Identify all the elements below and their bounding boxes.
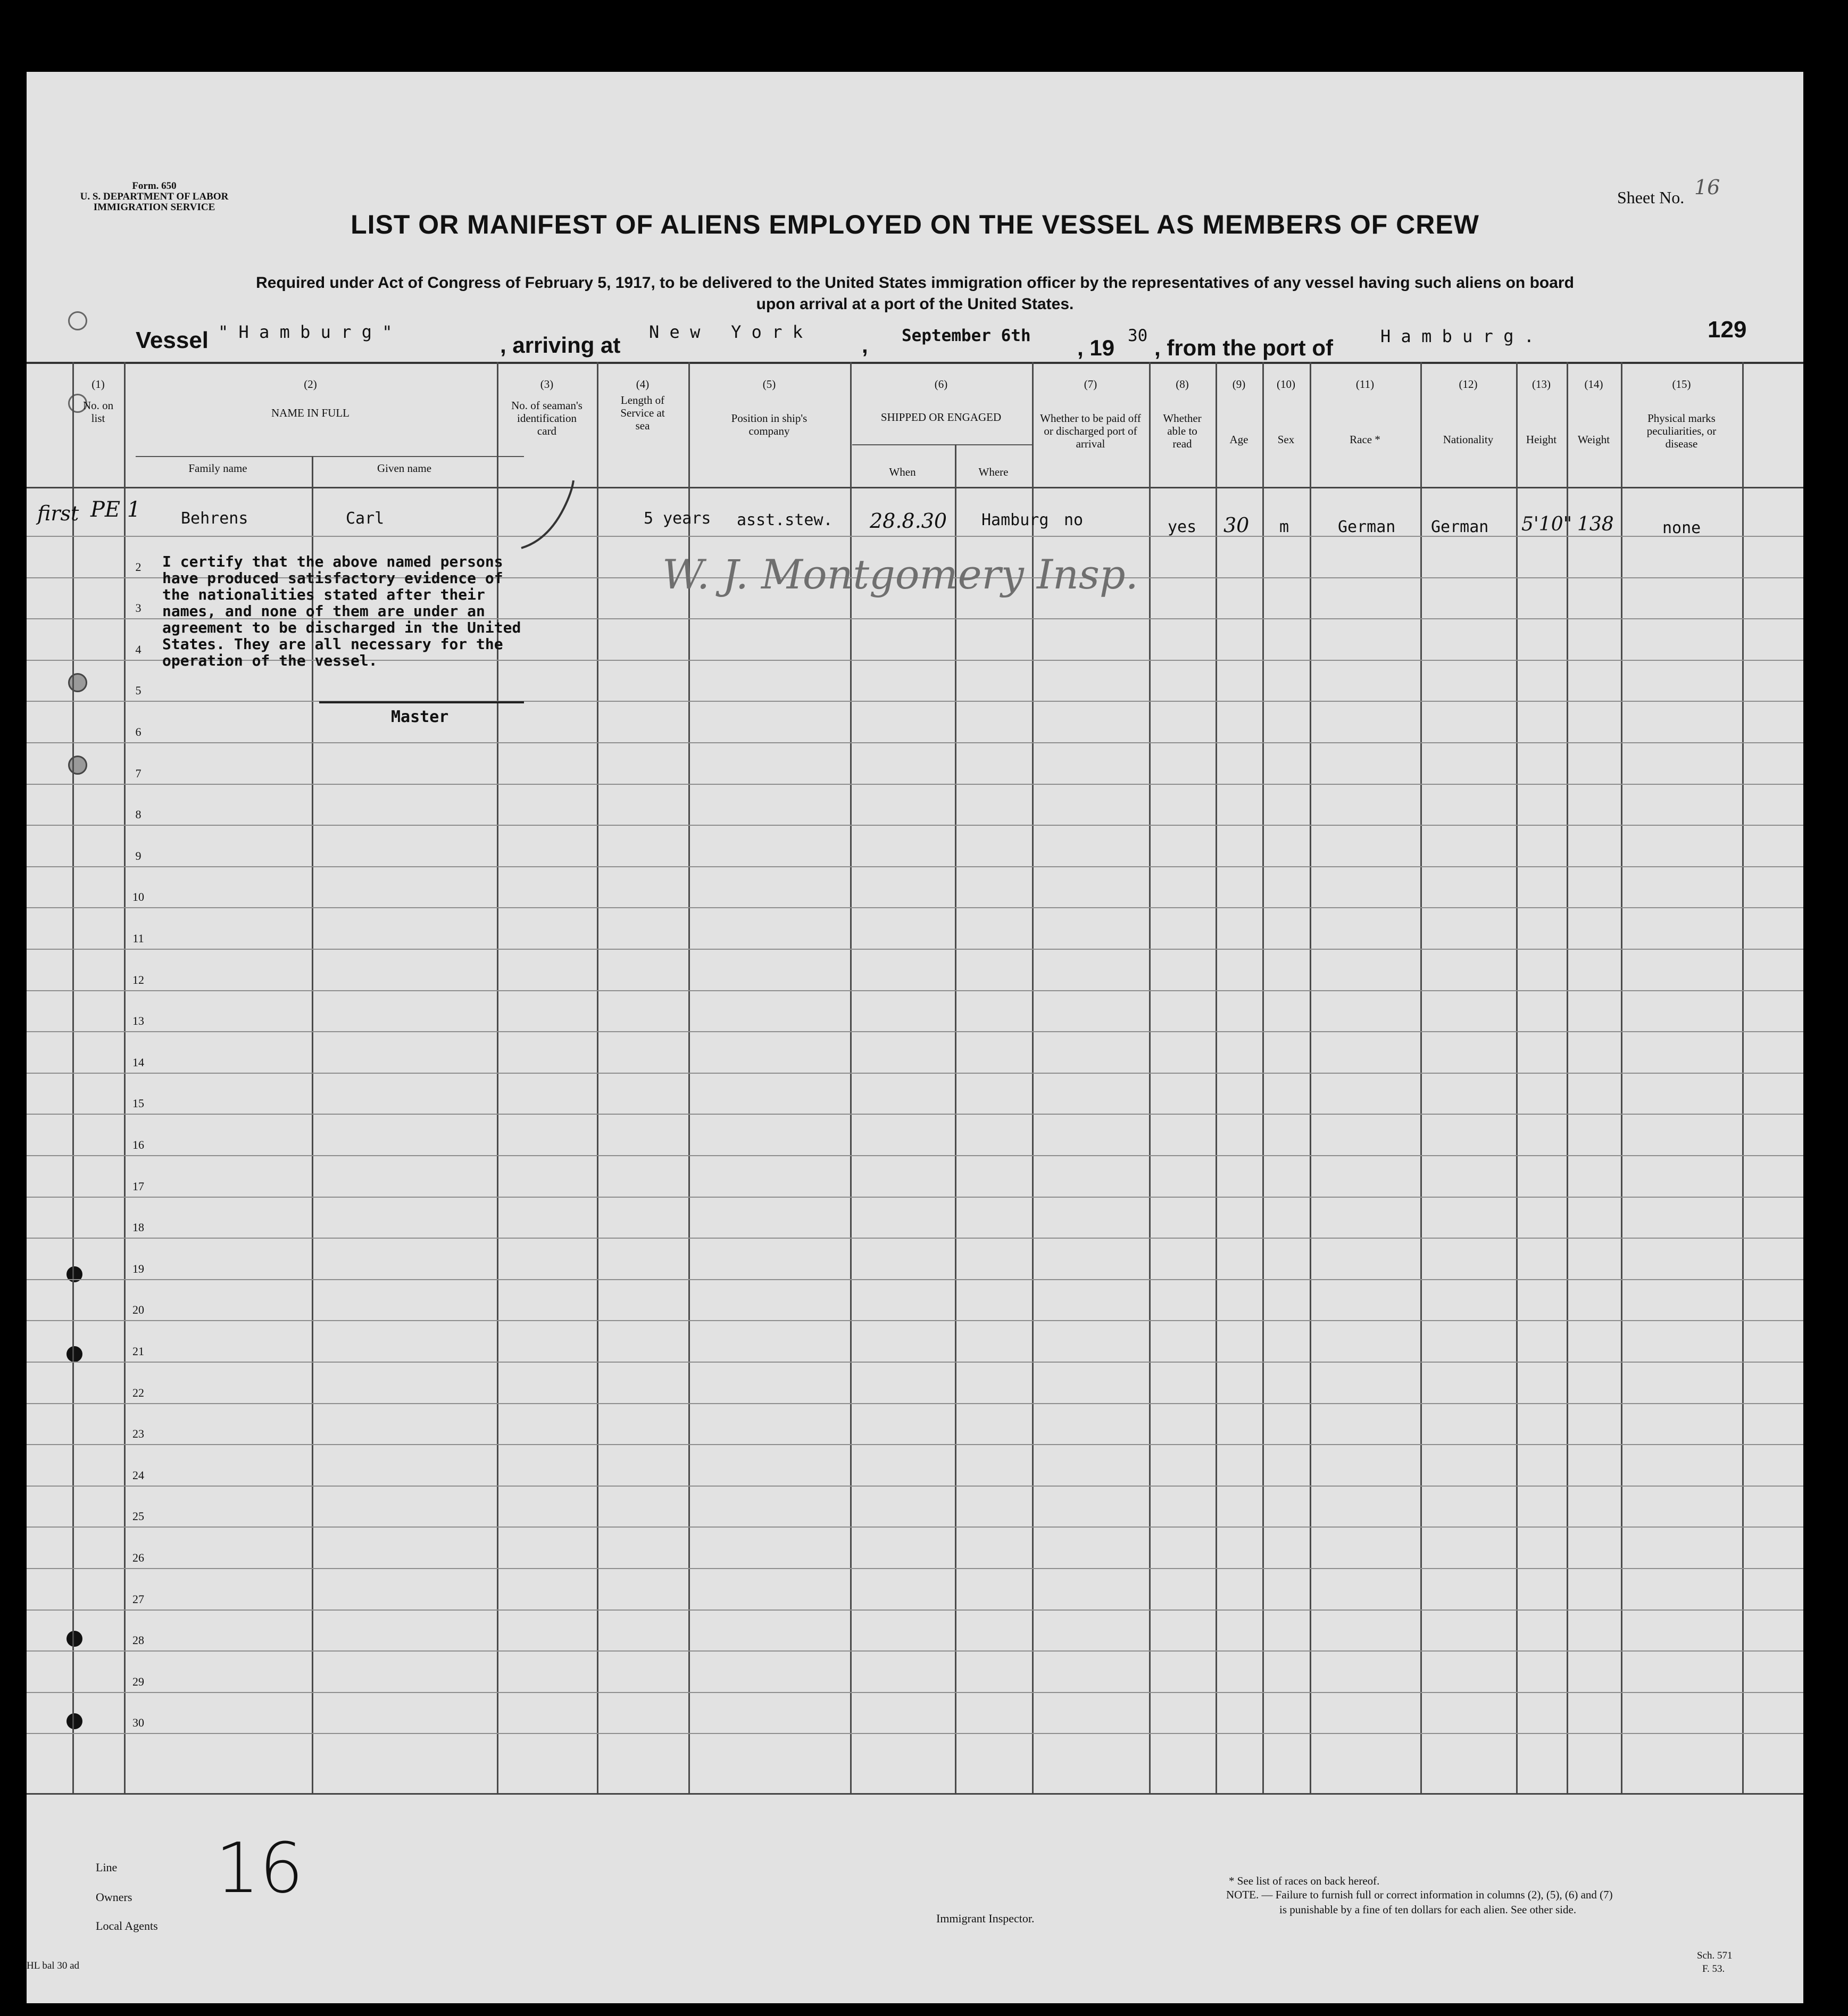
footer-printer-code: HL bal 30 ad	[27, 1960, 80, 1971]
manifest-page	[27, 72, 1803, 2003]
vessel-label: Vessel	[136, 327, 209, 353]
col14-number: (14)	[1584, 378, 1603, 391]
col6-label: SHIPPED OR ENGAGED	[880, 411, 1002, 424]
entry-height: 5'10"	[1521, 513, 1572, 535]
col2-given-header: Given name	[377, 462, 432, 475]
col1-header	[72, 378, 124, 425]
row-line	[27, 536, 1803, 537]
col6-where-header: Where	[978, 466, 1009, 478]
column-divider	[955, 444, 956, 1793]
row-number: 8	[135, 808, 141, 822]
page-title: LIST OR MANIFEST OF ALIENS EMPLOYED ON THE VESSEL AS MEMBERS OF CREW	[351, 210, 1479, 239]
row-number: 27	[132, 1592, 144, 1606]
row-line	[27, 907, 1803, 908]
row-line	[27, 1073, 1803, 1074]
col9-label: Age	[1229, 433, 1248, 446]
entry-margin-note: first	[37, 502, 79, 525]
col9-number: (9)	[1232, 378, 1246, 391]
row-number: 9	[135, 849, 141, 862]
year-prefix: , 19	[1077, 335, 1115, 360]
subtitle-line-1: Required under Act of Congress of February 5, 1917, to be delivered to the United States immigration officer by the representatives of any vessel having such aliens on board	[256, 274, 1574, 292]
entry-sex: m	[1279, 518, 1289, 536]
row-number: 20	[132, 1303, 144, 1317]
inspector-signature: W. J. Montgomery Insp.	[662, 551, 1138, 598]
row-number: 19	[132, 1262, 144, 1275]
row-line	[27, 1155, 1803, 1156]
col1-label: No. on list	[82, 399, 114, 425]
certification-text	[162, 553, 521, 669]
row-number: 4	[135, 642, 141, 656]
col11-number: (11)	[1355, 378, 1375, 391]
footer-note-line-2: is punishable by a fine of ten dollars for each alien. See other side.	[1279, 1903, 1577, 1916]
row-line	[27, 1610, 1803, 1611]
column-divider	[1262, 362, 1264, 1793]
row-line	[27, 1362, 1803, 1363]
row-number: 22	[132, 1386, 144, 1399]
row-number: 11	[132, 932, 144, 945]
footer-handwritten-number: 16	[215, 1828, 304, 1909]
col10-header	[1262, 378, 1310, 446]
footer-line-label: Line	[96, 1861, 118, 1874]
row-number: 5	[135, 684, 141, 698]
sheet-label: Sheet No.	[1617, 188, 1685, 207]
row-number: 2	[135, 560, 141, 574]
row-line	[27, 1650, 1803, 1652]
certification-line: States. They are all necessary for the	[162, 635, 503, 653]
page-number: 129	[1708, 317, 1747, 343]
row-line	[27, 1733, 1803, 1734]
row-line	[27, 1114, 1803, 1115]
row-number: 15	[132, 1097, 144, 1110]
col13-label: Height	[1526, 433, 1557, 446]
row-number: 25	[132, 1509, 144, 1523]
footer-note-line-1: NOTE. — Failure to furnish full or correct information in columns (2), (5), (6) and (7)	[1226, 1888, 1613, 1901]
col8-number: (8)	[1176, 378, 1189, 391]
row-line	[27, 1031, 1803, 1032]
column-divider	[1310, 362, 1311, 1793]
col6-number: (6)	[934, 378, 948, 391]
column-divider	[1567, 362, 1568, 1793]
vessel-value: " H a m b u r g "	[218, 322, 393, 342]
date-value: September 6th	[902, 326, 1031, 345]
column-divider	[1149, 362, 1151, 1793]
certification-line: I certify that the above named persons	[162, 553, 503, 570]
col3-header	[497, 378, 597, 438]
column-divider	[597, 362, 598, 1793]
col7-label: Whether to be paid off or discharged port of arrival	[1040, 412, 1141, 451]
col12-header	[1420, 378, 1516, 446]
certification-line: operation of the vessel.	[162, 652, 378, 669]
certification-line: agreement to be discharged in the United	[162, 619, 521, 636]
form-info	[59, 181, 250, 213]
footer-f: F. 53.	[1702, 1963, 1725, 1974]
row-line	[27, 949, 1803, 950]
column-divider	[1621, 362, 1622, 1793]
footer-note-races: * See list of races on back hereof.	[1229, 1874, 1380, 1887]
table-top-border	[27, 362, 1803, 364]
punch-hole	[68, 673, 87, 692]
year-value: 30	[1128, 326, 1148, 345]
row-number: 3	[135, 601, 141, 615]
column-divider	[72, 362, 74, 1793]
row-line	[27, 1238, 1803, 1239]
row-line	[27, 1692, 1803, 1693]
sheet-value: 16	[1694, 176, 1720, 199]
certification-line: names, and none of them are under an	[162, 602, 485, 620]
comma-separator: ,	[862, 333, 868, 358]
row-number: 21	[132, 1345, 144, 1358]
col3-number: (3)	[540, 378, 554, 391]
row-line	[27, 1320, 1803, 1321]
row-line	[27, 1197, 1803, 1198]
row-number: 10	[132, 890, 144, 904]
row-number: 29	[132, 1674, 144, 1688]
footer-local-agents-label: Local Agents	[96, 1919, 158, 1932]
col14-label: Weight	[1577, 433, 1610, 446]
col13-header	[1516, 378, 1567, 446]
form-number: Form. 650	[132, 180, 177, 192]
entry-read: yes	[1168, 518, 1197, 536]
entry-position: asst.stew.	[737, 511, 833, 529]
subtitle-line-2: upon arrival at a port of the United States.	[756, 295, 1074, 313]
row-number: 18	[132, 1221, 144, 1234]
row-number: 12	[132, 973, 144, 986]
table-bottom-border	[27, 1793, 1803, 1795]
row-line	[27, 1279, 1803, 1280]
col11-header	[1310, 378, 1420, 446]
row-number: 14	[132, 1055, 144, 1069]
entry-when: 28.8.30	[870, 509, 947, 533]
row-number: 26	[132, 1551, 144, 1564]
entry-race: German	[1338, 518, 1396, 536]
entry-marks: none	[1662, 519, 1701, 537]
entry-nationality: German	[1431, 518, 1489, 536]
col4-header	[597, 378, 688, 433]
arriving-value: N e w Y o r k	[649, 322, 803, 342]
row-line	[27, 866, 1803, 867]
entry-weight: 138	[1577, 513, 1614, 535]
certification-line: the nationalities stated after their	[162, 586, 485, 603]
entry-age: 30	[1223, 513, 1250, 537]
col7-number: (7)	[1084, 378, 1097, 391]
col1-number: (1)	[91, 378, 105, 391]
col11-label: Race *	[1350, 433, 1380, 446]
row-number: 28	[132, 1633, 144, 1647]
shipped-subheader-line	[852, 444, 1033, 445]
entry-family-name: Behrens	[181, 509, 248, 528]
punch-hole	[68, 311, 87, 330]
punch-hole	[66, 1631, 82, 1647]
col15-number: (15)	[1672, 378, 1691, 391]
column-divider	[1516, 362, 1518, 1793]
punch-hole	[68, 756, 87, 775]
name-subheader-line	[136, 456, 524, 457]
column-divider	[1420, 362, 1422, 1793]
row-number: 23	[132, 1427, 144, 1441]
col8-header	[1149, 378, 1216, 451]
master-signature-line	[319, 701, 524, 703]
col2-number: (2)	[304, 378, 317, 391]
col3-label: No. of seaman's identification card	[511, 399, 582, 438]
arriving-label: , arriving at	[500, 333, 621, 358]
col14-header	[1567, 378, 1621, 446]
col2-header	[124, 378, 497, 419]
col4-number: (4)	[636, 378, 650, 391]
col12-label: Nationality	[1443, 433, 1494, 446]
col2-family-header: Family name	[188, 462, 247, 475]
entry-given-name: Carl	[346, 509, 385, 528]
row-number: 30	[132, 1716, 144, 1730]
form-service: IMMIGRATION SERVICE	[93, 202, 215, 213]
col5-label: Position in ship's company	[731, 412, 808, 438]
form-department: U. S. DEPARTMENT OF LABOR	[80, 191, 229, 202]
entry-where: Hamburg	[981, 511, 1049, 529]
certification-line: have produced satisfactory evidence of	[162, 569, 503, 587]
col5-header	[688, 378, 850, 437]
row-line	[27, 825, 1803, 826]
entry-paid-off: no	[1064, 511, 1084, 529]
col9-header	[1216, 378, 1262, 446]
col10-label: Sex	[1277, 433, 1295, 446]
col7-header	[1032, 378, 1149, 451]
row-line	[27, 1568, 1803, 1569]
row-number: 7	[135, 766, 141, 780]
row-line	[27, 784, 1803, 785]
master-label: Master	[391, 708, 449, 726]
row-number: 13	[132, 1014, 144, 1028]
punch-hole	[66, 1713, 82, 1729]
footer-inspector-label: Immigrant Inspector.	[936, 1912, 1035, 1925]
col6-when-header: When	[889, 466, 916, 478]
row-number: 17	[132, 1179, 144, 1193]
from-label: , from the port of	[1154, 335, 1333, 360]
col2-label: NAME IN FULL	[271, 406, 349, 420]
col15-header	[1621, 378, 1742, 451]
column-divider	[1216, 362, 1217, 1793]
col4-label: Length of Service at sea	[620, 394, 665, 433]
row-line	[27, 742, 1803, 743]
entry-service: 5 years	[644, 509, 711, 528]
header-bottom-border	[27, 487, 1803, 488]
row-line	[27, 1403, 1803, 1404]
row-number: 16	[132, 1138, 144, 1151]
column-divider	[1742, 362, 1744, 1793]
col6-header	[850, 378, 1032, 424]
row-line	[27, 701, 1803, 702]
entry-row-mark: PE 1	[90, 497, 141, 522]
col10-number: (10)	[1277, 378, 1295, 391]
footer-owners-label: Owners	[96, 1890, 132, 1904]
row-number: 6	[135, 725, 141, 739]
port-value: H a m b u r g .	[1380, 326, 1534, 346]
col5-number: (5)	[762, 378, 776, 391]
col13-number: (13)	[1532, 378, 1551, 391]
row-line	[27, 1526, 1803, 1528]
col15-label: Physical marks peculiarities, or disease	[1646, 412, 1717, 451]
row-line	[27, 1444, 1803, 1445]
row-line	[27, 1486, 1803, 1487]
footer-sch: Sch. 571	[1697, 1950, 1733, 1961]
punch-hole	[66, 1346, 82, 1362]
col12-number: (12)	[1459, 378, 1478, 391]
column-divider	[124, 362, 126, 1793]
col8-label: Whether able to read	[1163, 412, 1202, 451]
check-mark-icon	[511, 476, 590, 556]
row-number: 24	[132, 1468, 144, 1482]
row-line	[27, 990, 1803, 991]
